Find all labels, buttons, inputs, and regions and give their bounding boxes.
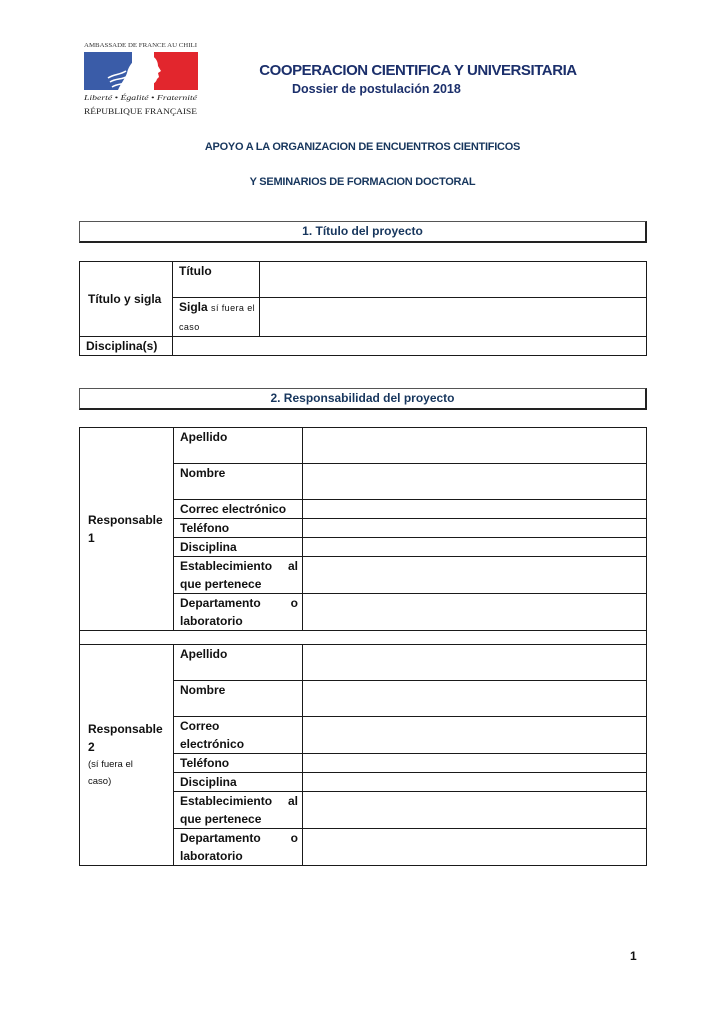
responsable2-note: (sí fuera el caso) [88, 759, 133, 787]
responsables-table [79, 427, 647, 866]
logo-embassy-text: AMBASSADE DE FRANCE AU CHILI [84, 42, 197, 49]
r1-establecimiento-value [303, 557, 647, 594]
r2-establecimiento-value [303, 792, 647, 829]
section2-heading: 2. Responsabilidad del proyecto [79, 388, 647, 410]
r2-nombre-label: Nombre [174, 681, 303, 717]
sigla-label: Sigla [179, 300, 208, 314]
r2-telefono-label: Teléfono [174, 754, 303, 773]
r1-apellido-label: Apellido [174, 428, 303, 464]
r1-disciplina-label: Disciplina [174, 538, 303, 557]
r2-apellido-label: Apellido [174, 645, 303, 681]
r1-email-value [303, 500, 647, 519]
r1-departamento-value [303, 594, 647, 631]
r1-apellido-value [303, 428, 647, 464]
r1-telefono-value [303, 519, 647, 538]
r1-disciplina-value [303, 538, 647, 557]
titulo-label: Título [173, 262, 260, 298]
program-title-line1: APOYO A LA ORGANIZACION DE ENCUENTROS CIENTIFICOS [204, 141, 521, 153]
program-title-line2: Y SEMINARIOS DE FORMACION DOCTORAL [249, 176, 476, 188]
project-title-table [79, 261, 647, 356]
embassy-logo [82, 38, 200, 120]
r1-telefono-label: Teléfono [174, 519, 303, 538]
spacer-cell [80, 631, 647, 645]
document-subtitle: Dossier de postulación 2018 [292, 82, 461, 96]
disciplinas-value-cell [173, 337, 647, 356]
r2-departamento-label: Departamento o laboratorio [174, 829, 303, 866]
responsable1-label: Responsable 1 [88, 513, 163, 545]
r2-email-label: Correo electrónico [174, 717, 303, 754]
table-row [80, 645, 647, 681]
r2-telefono-value [303, 754, 647, 773]
r2-email-value [303, 717, 647, 754]
logo-motto-text: Liberté • Égalité • Fraternité [84, 93, 170, 102]
page-number: 1 [630, 949, 637, 963]
title-and-acronym-label: Título y sigla [80, 262, 173, 337]
r1-email-label: Correc electrónico [174, 500, 303, 519]
r1-nombre-label: Nombre [174, 464, 303, 500]
logo-republic-text: RÉPUBLIQUE FRANÇAISE [84, 106, 197, 116]
responsable2-label: Responsable 2 [88, 722, 163, 754]
r2-disciplina-value [303, 773, 647, 792]
r1-nombre-value [303, 464, 647, 500]
sigla-label-cell [173, 298, 260, 337]
r2-apellido-value [303, 645, 647, 681]
sigla-note: sí fuera el caso [179, 303, 255, 332]
responsable1-label-cell [80, 428, 174, 631]
spacer-row [80, 631, 647, 645]
marianne-flag-icon [82, 38, 200, 120]
section1-heading: 1. Título del proyecto [79, 221, 647, 243]
r2-establecimiento-label: Establecimiento al que pertenece [174, 792, 303, 829]
table-row [80, 428, 647, 464]
r2-disciplina-label: Disciplina [174, 773, 303, 792]
r2-departamento-value [303, 829, 647, 866]
sigla-value-cell [260, 298, 647, 337]
r1-departamento-label: Departamento o laboratorio [174, 594, 303, 631]
disciplinas-label: Disciplina(s) [80, 337, 173, 356]
r2-nombre-value [303, 681, 647, 717]
document-title: COOPERACION CIENTIFICA Y UNIVERSITARIA [259, 62, 577, 79]
titulo-value-cell [260, 262, 647, 298]
r1-establecimiento-label: Establecimiento al que pertenece [174, 557, 303, 594]
responsable2-label-cell [80, 645, 174, 866]
